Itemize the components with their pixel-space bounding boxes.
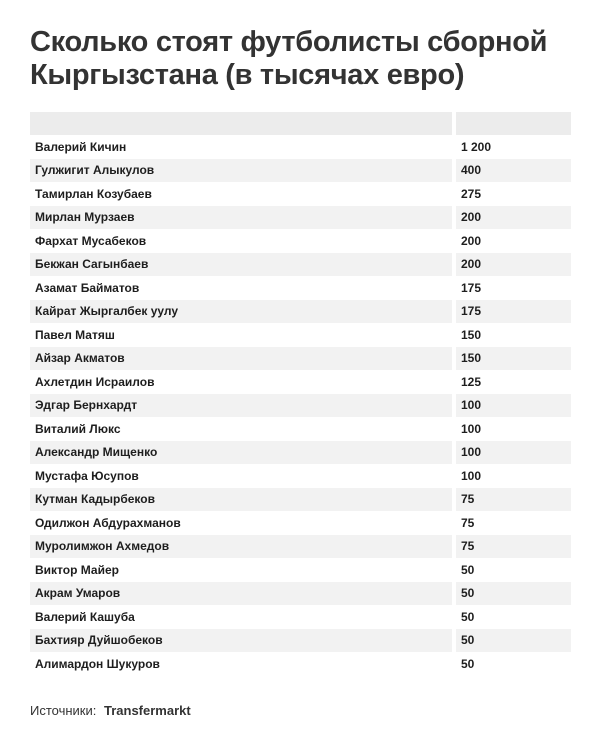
chart-title: Сколько стоят футболисты сборной Кыргызстана (в тысячах евро) (30, 26, 548, 91)
player-name-cell: Муролимжон Ахмедов (30, 535, 452, 559)
table-row (30, 394, 571, 418)
table-row (30, 159, 571, 183)
table-row (30, 417, 571, 441)
table-row (30, 229, 571, 253)
player-value-cell: 200 (456, 229, 571, 253)
player-name-cell: Мустафа Юсупов (30, 464, 452, 488)
player-name-cell: Виталий Люкс (30, 417, 452, 441)
player-value-cell: 200 (456, 253, 571, 277)
table-row (30, 652, 571, 676)
player-value-cell: 100 (456, 441, 571, 465)
player-value-cell: 275 (456, 182, 571, 206)
header-cell-value (456, 112, 571, 135)
table-row (30, 582, 571, 606)
player-name-cell: Александр Мищенко (30, 441, 452, 465)
table-row (30, 206, 571, 230)
table-row (30, 253, 571, 277)
player-value-cell: 100 (456, 394, 571, 418)
player-name-cell: Айзар Акматов (30, 347, 452, 371)
player-name-cell: Валерий Кичин (30, 135, 452, 159)
player-name-cell: Валерий Кашуба (30, 605, 452, 629)
player-name-cell: Фархат Мусабеков (30, 229, 452, 253)
player-value-cell: 400 (456, 159, 571, 183)
player-name-cell: Эдгар Бернхардт (30, 394, 452, 418)
table-row (30, 558, 571, 582)
table-row (30, 605, 571, 629)
player-value-cell: 100 (456, 417, 571, 441)
source-label: Источники: (30, 703, 97, 718)
source-name: Transfermarkt (104, 703, 191, 718)
player-value-cell: 100 (456, 464, 571, 488)
table-row (30, 347, 571, 371)
player-name-cell: Гулжигит Алыкулов (30, 159, 452, 183)
player-value-cell: 125 (456, 370, 571, 394)
player-value-cell: 50 (456, 558, 571, 582)
player-name-cell: Азамат Байматов (30, 276, 452, 300)
player-name-cell: Кутман Кадырбеков (30, 488, 452, 512)
table-row (30, 135, 571, 159)
player-name-cell: Бекжан Сагынбаев (30, 253, 452, 277)
table-row (30, 629, 571, 653)
player-value-cell: 75 (456, 488, 571, 512)
player-value-cell: 50 (456, 652, 571, 676)
table-row (30, 511, 571, 535)
player-name-cell: Акрам Умаров (30, 582, 452, 606)
player-name-cell: Бахтияр Дуйшобеков (30, 629, 452, 653)
player-name-cell: Одилжон Абдурахманов (30, 511, 452, 535)
table-row (30, 535, 571, 559)
table-header (30, 112, 571, 135)
table-row (30, 441, 571, 465)
table-body (30, 135, 571, 676)
player-value-cell: 150 (456, 323, 571, 347)
player-value-cell: 175 (456, 300, 571, 324)
player-value-cell: 75 (456, 535, 571, 559)
player-name-cell: Виктор Майер (30, 558, 452, 582)
header-cell-name (30, 112, 452, 135)
player-value-cell: 200 (456, 206, 571, 230)
table-row (30, 370, 571, 394)
player-name-cell: Мирлан Мурзаев (30, 206, 452, 230)
table-row (30, 464, 571, 488)
player-value-cell: 175 (456, 276, 571, 300)
data-table (30, 112, 571, 676)
player-name-cell: Ахлетдин Исраилов (30, 370, 452, 394)
player-value-cell: 75 (456, 511, 571, 535)
player-value-cell: 1 200 (456, 135, 571, 159)
table-row (30, 323, 571, 347)
table-row (30, 276, 571, 300)
player-name-cell: Тамирлан Козубаев (30, 182, 452, 206)
player-name-cell: Павел Матяш (30, 323, 452, 347)
player-value-cell: 150 (456, 347, 571, 371)
player-name-cell: Алимардон Шукуров (30, 652, 452, 676)
table-row (30, 488, 571, 512)
source-note (30, 703, 191, 718)
player-value-cell: 50 (456, 582, 571, 606)
table-row (30, 182, 571, 206)
player-value-cell: 50 (456, 605, 571, 629)
player-name-cell: Кайрат Жыргалбек уулу (30, 300, 452, 324)
player-value-cell: 50 (456, 629, 571, 653)
table-row (30, 300, 571, 324)
